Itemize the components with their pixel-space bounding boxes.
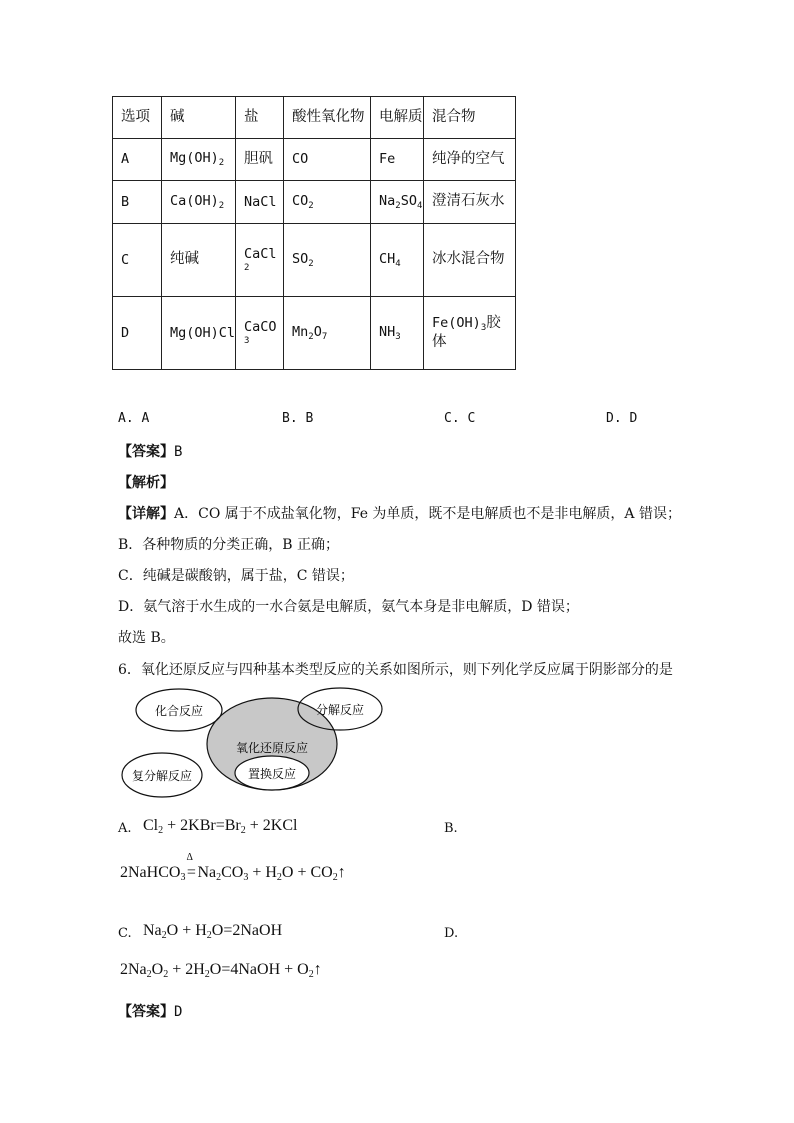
- redox-label: 氧化还原反应: [235, 741, 309, 755]
- option-c-label: C.: [118, 926, 132, 941]
- table-header-row: [113, 97, 516, 139]
- q5-answer: 【答案】B: [118, 444, 183, 460]
- oxide-cell: $SO_2$: [284, 224, 371, 297]
- header-cell: 盐: [236, 97, 284, 139]
- detail-line: D．氨气溶于水生成的一水合氨是电解质，氨气本身是非电解质，D 错误；: [118, 599, 579, 615]
- detail-line: 故选 B。: [118, 630, 175, 646]
- base-cell: $Mg(OH)_2$: [162, 139, 236, 181]
- header-cell: 碱: [162, 97, 236, 139]
- mixture-cell: 纯净的空气: [424, 139, 516, 181]
- question-6-stem: 6．氧化还原反应与四种基本类型反应的关系如图所示，则下列化学反应属于阴影部分的是: [118, 662, 673, 678]
- detail-line: C．纯碱是碳酸钠，属于盐，C 错误；: [118, 568, 354, 584]
- option-cell: C: [113, 224, 162, 297]
- base-cell: $Ca(OH)_2$: [162, 181, 236, 224]
- oxide-cell: CO: [284, 139, 371, 181]
- detail-line: B．各种物质的分类正确，B 正确；: [118, 537, 340, 553]
- electrolyte-cell: $Na_2SO_4$: [371, 181, 424, 224]
- equation-b: 2NaHCO$_3$ Δ $=Na_2CO_3 + H_2O$ + $CO_2↑$: [120, 852, 346, 883]
- option-cell: B: [113, 181, 162, 224]
- table-row: [113, 297, 516, 370]
- decomposition-label: 分解反应: [315, 703, 365, 717]
- header-cell: 混合物: [424, 97, 516, 139]
- table-row: [113, 181, 516, 224]
- double-decomposition-label: 复分解反应: [131, 769, 193, 783]
- q6-answer: 【答案】D: [118, 1004, 183, 1020]
- q5-option-c: C. C: [444, 411, 476, 426]
- base-cell: Mg(OH)Cl: [162, 297, 236, 370]
- base-cell: 纯碱: [162, 224, 236, 297]
- electrolyte-cell: $NH_3$: [371, 297, 424, 370]
- combination-label: 化合反应: [154, 704, 204, 718]
- option-b-label: B.: [444, 821, 458, 836]
- header-cell: 选项: [113, 97, 162, 139]
- q5-option-b: B. B: [282, 411, 314, 426]
- q5-option-d: D. D: [606, 411, 638, 426]
- mixture-cell: $Fe(OH)_3$胶体: [424, 297, 516, 370]
- option-cell: D: [113, 297, 162, 370]
- detail-line: 【详解】A．CO 属于不成盐氧化物，Fe 为单质，既不是电解质也不是非电解质，A 错误；: [118, 506, 681, 522]
- oxide-cell: $CO_2$: [284, 181, 371, 224]
- analysis-heading: 【解析】: [118, 475, 174, 491]
- q5-option-a: A. A: [118, 411, 150, 426]
- salt-cell: 胆矾: [236, 139, 284, 181]
- option-cell: A: [113, 139, 162, 181]
- header-cell: 酸性氧化物: [284, 97, 371, 139]
- mixture-cell: 冰水混合物: [424, 224, 516, 297]
- mixture-cell: 澄清石灰水: [424, 181, 516, 224]
- reaction-venn-diagram: [118, 684, 388, 804]
- oxide-cell: $Mn_2O_7$: [284, 297, 371, 370]
- displacement-label: 置换反应: [247, 767, 297, 781]
- salt-cell: CaCO 3: [236, 297, 284, 370]
- header-cell: 电解质: [371, 97, 424, 139]
- equation-a: $Cl_2 + 2KBr=Br_2 + 2KCl$: [143, 817, 298, 836]
- option-d-label: D.: [444, 926, 459, 941]
- classification-table: [112, 96, 516, 370]
- equation-d: $2Na_2O_2$ + $2H_2O=4NaOH$ + $O_2↑$: [120, 961, 322, 980]
- salt-cell: NaCl: [236, 181, 284, 224]
- table-row: [113, 139, 516, 181]
- electrolyte-cell: Fe: [371, 139, 424, 181]
- salt-cell: CaCl 2: [236, 224, 284, 297]
- table-row: [113, 224, 516, 297]
- electrolyte-cell: $CH_4$: [371, 224, 424, 297]
- option-a-label: A.: [118, 821, 132, 836]
- equation-c: $Na_2O$ + $H_2O=2NaOH$: [143, 922, 283, 941]
